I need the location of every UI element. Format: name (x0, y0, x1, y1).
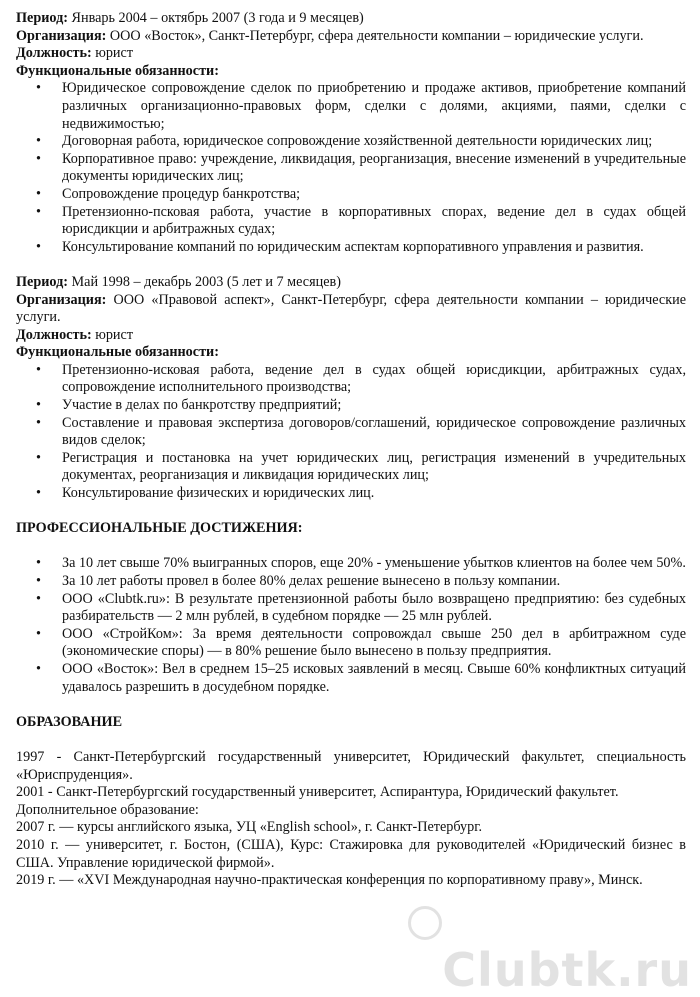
duties-list (16, 362, 686, 503)
bullet-icon: • (36, 573, 41, 589)
duties-label: Функциональные обязанности: (16, 62, 219, 79)
list-item: • ООО «СтройКом»: За время деятельности сопровождал свыше 250 дел в арбитражном суде (экономические споры) — в 80% решение было вынесено в пользу предприятия. (36, 625, 686, 660)
bullet-icon: • (36, 555, 41, 572)
bullet-icon: • (36, 133, 41, 150)
education-line: 2019 г. — «XVI Международная научно-практическая конференция по корпоративному праву», Минск. (16, 872, 643, 889)
education-section (16, 714, 686, 890)
list-item: • Претензионно-псковая работа, участие в корпоративных спорах, ведение дел в судах общей юрисдикции и арбитражных судах; (36, 203, 686, 238)
resume-page (16, 10, 686, 890)
education-line: 2010 г. — университет, г. Бостон, (США), Курс: Стажировка для руководителей «Юридический бизнес в США. Управление юридической фирмой». (16, 836, 686, 871)
list-item: • Корпоративное право: учреждение, ликвидация, реорганизация, внесение изменений в учредительные документы юридических лиц; (36, 150, 686, 185)
education-line: 2001 - Санкт-Петербургский государственный университет, Аспирантура, Юридический факультет. (16, 784, 619, 801)
section-heading: ОБРАЗОВАНИЕ (16, 713, 123, 730)
duties-list (16, 80, 686, 256)
education-line: 2007 г. — курсы английского языка, УЦ «English school», г. Санкт-Петербург. (16, 819, 482, 836)
achievements-section (16, 520, 686, 696)
bullet-icon: • (36, 203, 41, 220)
duties-label: Функциональные обязанности: (16, 344, 219, 361)
list-item: • ООО «Восток»: Вел в среднем 15–25 исковых заявлений в месяц. Свыше 60% конфликтных ситуаций удавалось разрешить в досудебном порядке. (36, 660, 686, 695)
bullet-icon: • (36, 80, 41, 97)
section-heading: ПРОФЕССИОНАЛЬНЫЕ ДОСТИЖЕНИЯ: (16, 520, 303, 537)
list-item: • За 10 лет свыше 70% выигранных споров, еще 20% - уменьшение убытков клиентов на более чем 50%. (36, 555, 686, 572)
list-item: • За 10 лет работы провел в более 80% делах решение вынесено в пользу компании. (36, 573, 561, 589)
spacer (16, 731, 686, 749)
organization-line: Организация: ООО «Правовой аспект», Санкт-Петербург, сфера деятельности компании – юридические услуги. (16, 291, 687, 326)
bullet-icon: • (36, 449, 41, 466)
organization-value: ООО «Правовой аспект», Санкт-Петербург, сфера деятельности компании – юридические услуги. (16, 291, 687, 326)
job-entry-1 (16, 10, 686, 256)
list-item: • Консультирование физических и юридических лиц. (36, 485, 375, 502)
bullet-icon: • (36, 150, 41, 167)
list-item: • Составление и правовая экспертиза договоров/соглашений, юридическое сопровождение различных видов сделок; (36, 414, 686, 449)
organization-value: ООО «Восток», Санкт-Петербург, сфера деятельности компании – юридические услуги. (109, 27, 644, 44)
spacer (16, 696, 686, 714)
education-line: Дополнительное образование: (16, 801, 199, 818)
list-item: • ООО «Clubtk.ru»: В результате претензионной работы было возвращено предприятию: без судебных разбирательств — 2 млн рублей, в судебном порядке — 25 млн рублей. (36, 590, 686, 625)
spacer (16, 503, 686, 521)
bullet-icon: • (36, 485, 41, 502)
list-item: • Претензионно-исковая работа, ведение дел в судах общей юрисдикции, арбитражных судах, сопровождение исполнительного производства; (36, 361, 686, 396)
position-value: юрист (95, 326, 134, 343)
job-entry-2 (16, 274, 686, 503)
period-line: Период: Май 1998 – декабрь 2003 (5 лет и 7 месяцев) (16, 273, 341, 290)
spacer (16, 538, 686, 556)
bullet-icon: • (36, 660, 41, 677)
bullet-icon: • (36, 361, 41, 378)
bullet-icon: • (36, 414, 41, 431)
position-line: Должность: юрист (16, 326, 134, 343)
bullet-icon: • (36, 238, 41, 255)
spacer (16, 256, 686, 274)
bullet-icon: • (36, 185, 41, 202)
achievements-list (16, 555, 686, 696)
bullet-icon: • (36, 625, 41, 642)
list-item: • Участие в делах по банкротству предприятий; (36, 397, 342, 414)
list-item: • Юридическое сопровождение сделок по приобретению и продаже активов, приобретение компаний различных организационно-правовых форм, сделки с долями, акциями, паями, сделки с недвижимостью; (36, 80, 686, 132)
list-item: • Договорная работа, юридическое сопровождение хозяйственной деятельности юридических лиц; (36, 133, 653, 150)
education-line: 1997 - Санкт-Петербургский государственный университет, Юридический факультет, специальность «Юриспруденция». (16, 748, 686, 783)
watermark-logo-icon (408, 906, 442, 940)
list-item: • Консультирование компаний по юридическим аспектам корпоративного управления и развития. (36, 238, 644, 255)
bullet-icon: • (36, 590, 41, 607)
list-item: • Регистрация и постановка на учет юридических лиц, регистрация изменений в учредительных документах, реорганизация и ликвидация юридических лиц; (36, 449, 686, 484)
organization-line: Организация: ООО «Восток», Санкт-Петербург, сфера деятельности компании – юридические услуги. (16, 27, 644, 44)
period-line: Период: Январь 2004 – октябрь 2007 (3 года и 9 месяцев) (16, 10, 364, 26)
position-line: Должность: юрист (16, 45, 134, 62)
period-value: Январь 2004 – октябрь 2007 (3 года и 9 месяцев) (71, 10, 364, 26)
watermark: Clubtk.ru (442, 943, 692, 997)
period-value: Май 1998 – декабрь 2003 (5 лет и 7 месяцев) (71, 273, 341, 290)
position-value: юрист (95, 45, 134, 62)
list-item: • Сопровождение процедур банкротства; (36, 185, 301, 202)
bullet-icon: • (36, 397, 41, 414)
